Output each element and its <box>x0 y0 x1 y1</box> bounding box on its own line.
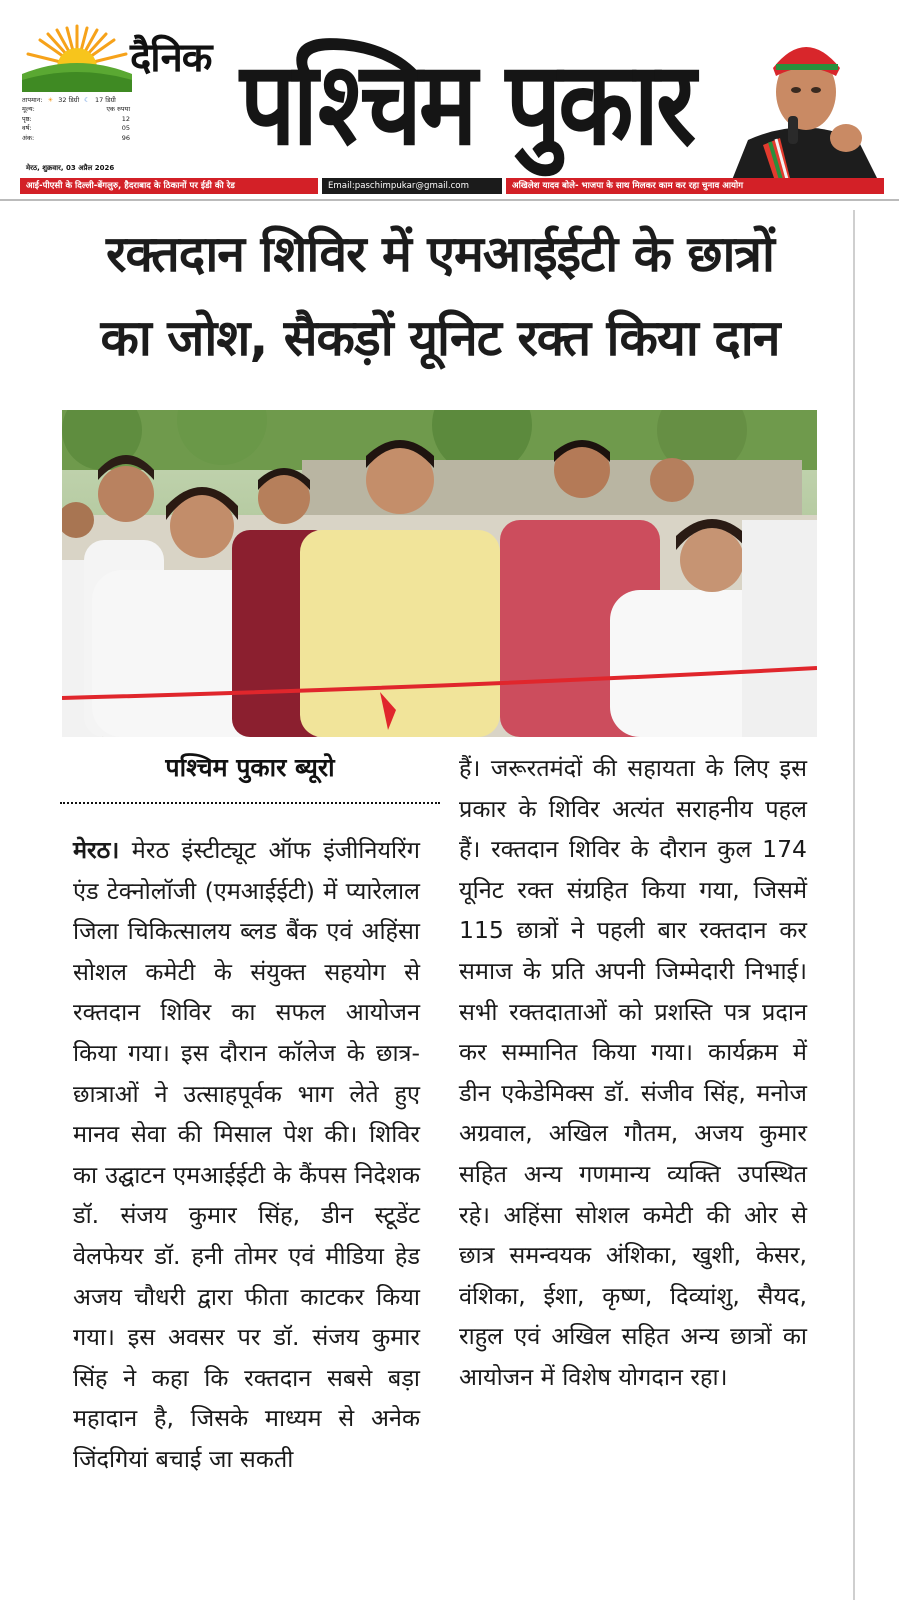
politician-portrait <box>718 20 888 190</box>
ticker-headline-left[interactable]: आई-पीएसी के दिल्ली-बेंगलुरु, हैदराबाद के ठिकानों पर ईडी की रेड <box>20 178 318 194</box>
moon-icon: ☾ <box>84 96 90 104</box>
ribbon-cutting-photo <box>62 410 817 737</box>
newspaper-title: पश्चिम पुकार <box>240 37 694 172</box>
meta-row <box>22 124 130 133</box>
masthead-dainik: दैनिक <box>130 35 212 81</box>
rising-sun-logo-icon <box>22 22 132 92</box>
temp-low: 17 डिग्री <box>94 96 116 104</box>
headline-line-2: का जोश, सैकड़ों यूनिट रक्त किया दान <box>100 309 780 367</box>
temperature-label: तापमान: <box>22 96 43 104</box>
ticker-email[interactable]: Email:paschimpukar@gmail.com <box>322 178 502 194</box>
meta-row <box>22 134 130 143</box>
meta-value: 12 <box>121 114 130 123</box>
temperature-row <box>22 96 130 105</box>
edition-dateline: मेरठ, शुक्रवार, 03 अप्रैल 2026 <box>26 164 115 172</box>
article-column-left <box>73 830 420 1480</box>
meta-value: 05 <box>121 124 130 133</box>
sun-icon: ☀ <box>47 96 54 104</box>
article-headline <box>40 212 840 380</box>
meta-value: एक रुपया <box>106 105 130 114</box>
masthead-divider <box>0 199 899 201</box>
article-body-left: मेरठ इंस्टीट्यूट ऑफ इंजीनियरिंग एंड टेक्नोलॉजी (एमआईईटी) में प्यारेलाल जिला चिकित्सालय ब्लड बैंक एवं अहिंसा सोशल कमेटी के संयुक्त सहयोग से रक्तदान शिविर का सफल आयोजन किया गया। इस दौरान कॉलेज के छात्र-छात्राओं ने उत्साहपूर्वक भाग लेते हुए मानव सेवा की मिसाल पेश की। शिविर का उद्घाटन एमआईईटी के कैंपस निदेशक डॉ. संजय कुमार सिंह, डीन स्टूडेंट वेलफेयर डॉ. हनी तोमर एवं मीडिया हेड अजय चौधरी द्वारा फीता काटकर किया गया। इस अवसर पर डॉ. संजय कुमार सिंह ने कहा कि रक्तदान सबसे बड़ा महादान है, जिसके माध्यम से अनेक जिंदगियां बचाई जा सकती <box>73 836 420 1473</box>
meta-label: पृष्ठ: <box>22 114 32 123</box>
byline: पश्चिम पुकार ब्यूरो <box>165 753 335 782</box>
headline-line-1: रक्तदान शिविर में एमआईईटी के छात्रों <box>106 225 774 283</box>
masthead <box>0 0 899 200</box>
column-divider <box>853 210 855 1600</box>
meta-value: 96 <box>121 133 130 142</box>
temp-high: 32 डिग्री <box>58 96 80 104</box>
meta-label: वर्ष: <box>22 124 32 133</box>
edition-meta <box>22 96 130 143</box>
ticker-headline-right[interactable]: अखिलेश यादव बोले- भाजपा के साथ मिलकर काम कर रहा चुनाव आयोग <box>506 178 884 194</box>
meta-label: मूल्य: <box>22 105 35 114</box>
dateline-place: मेरठ। <box>73 836 120 864</box>
article-column-right: हैं। जरूरतमंदों की सहायता के लिए इस प्रकार के शिविर अत्यंत सराहनीय पहल हैं। रक्तदान शिविर के दौरान कुल 174 यूनिट रक्त संग्रहित किया गया, जिसमें 115 छात्रों ने पहली बार रक्तदान कर समाज के प्रति अपनी जिम्मेदारी निभाई। सभी रक्तदाताओं को प्रशस्ति पत्र प्रदान कर सम्मानित किया गया। कार्यक्रम में डीन एकेडेमिक्स डॉ. संजीव सिंह, मनोज अग्रवाल, अखिल गौतम, अजय कुमार सहित अन्य गणमान्य व्यक्ति उपस्थित रहे। अहिंसा सोशल कमेटी की ओर से छात्र समन्वयक अंशिका, खुशी, केसर, वंशिका, ईशा, कृष्ण, दिव्यांशु, सैयद, राहुल एवं अखिल सहित अन्य छात्रों का आयोजन में विशेष योगदान रहा। <box>459 754 807 1391</box>
meta-row <box>22 115 130 124</box>
byline-dotted-rule <box>60 802 440 804</box>
meta-label: अंक: <box>22 133 35 142</box>
news-ticker <box>20 178 888 194</box>
meta-row <box>22 105 130 114</box>
